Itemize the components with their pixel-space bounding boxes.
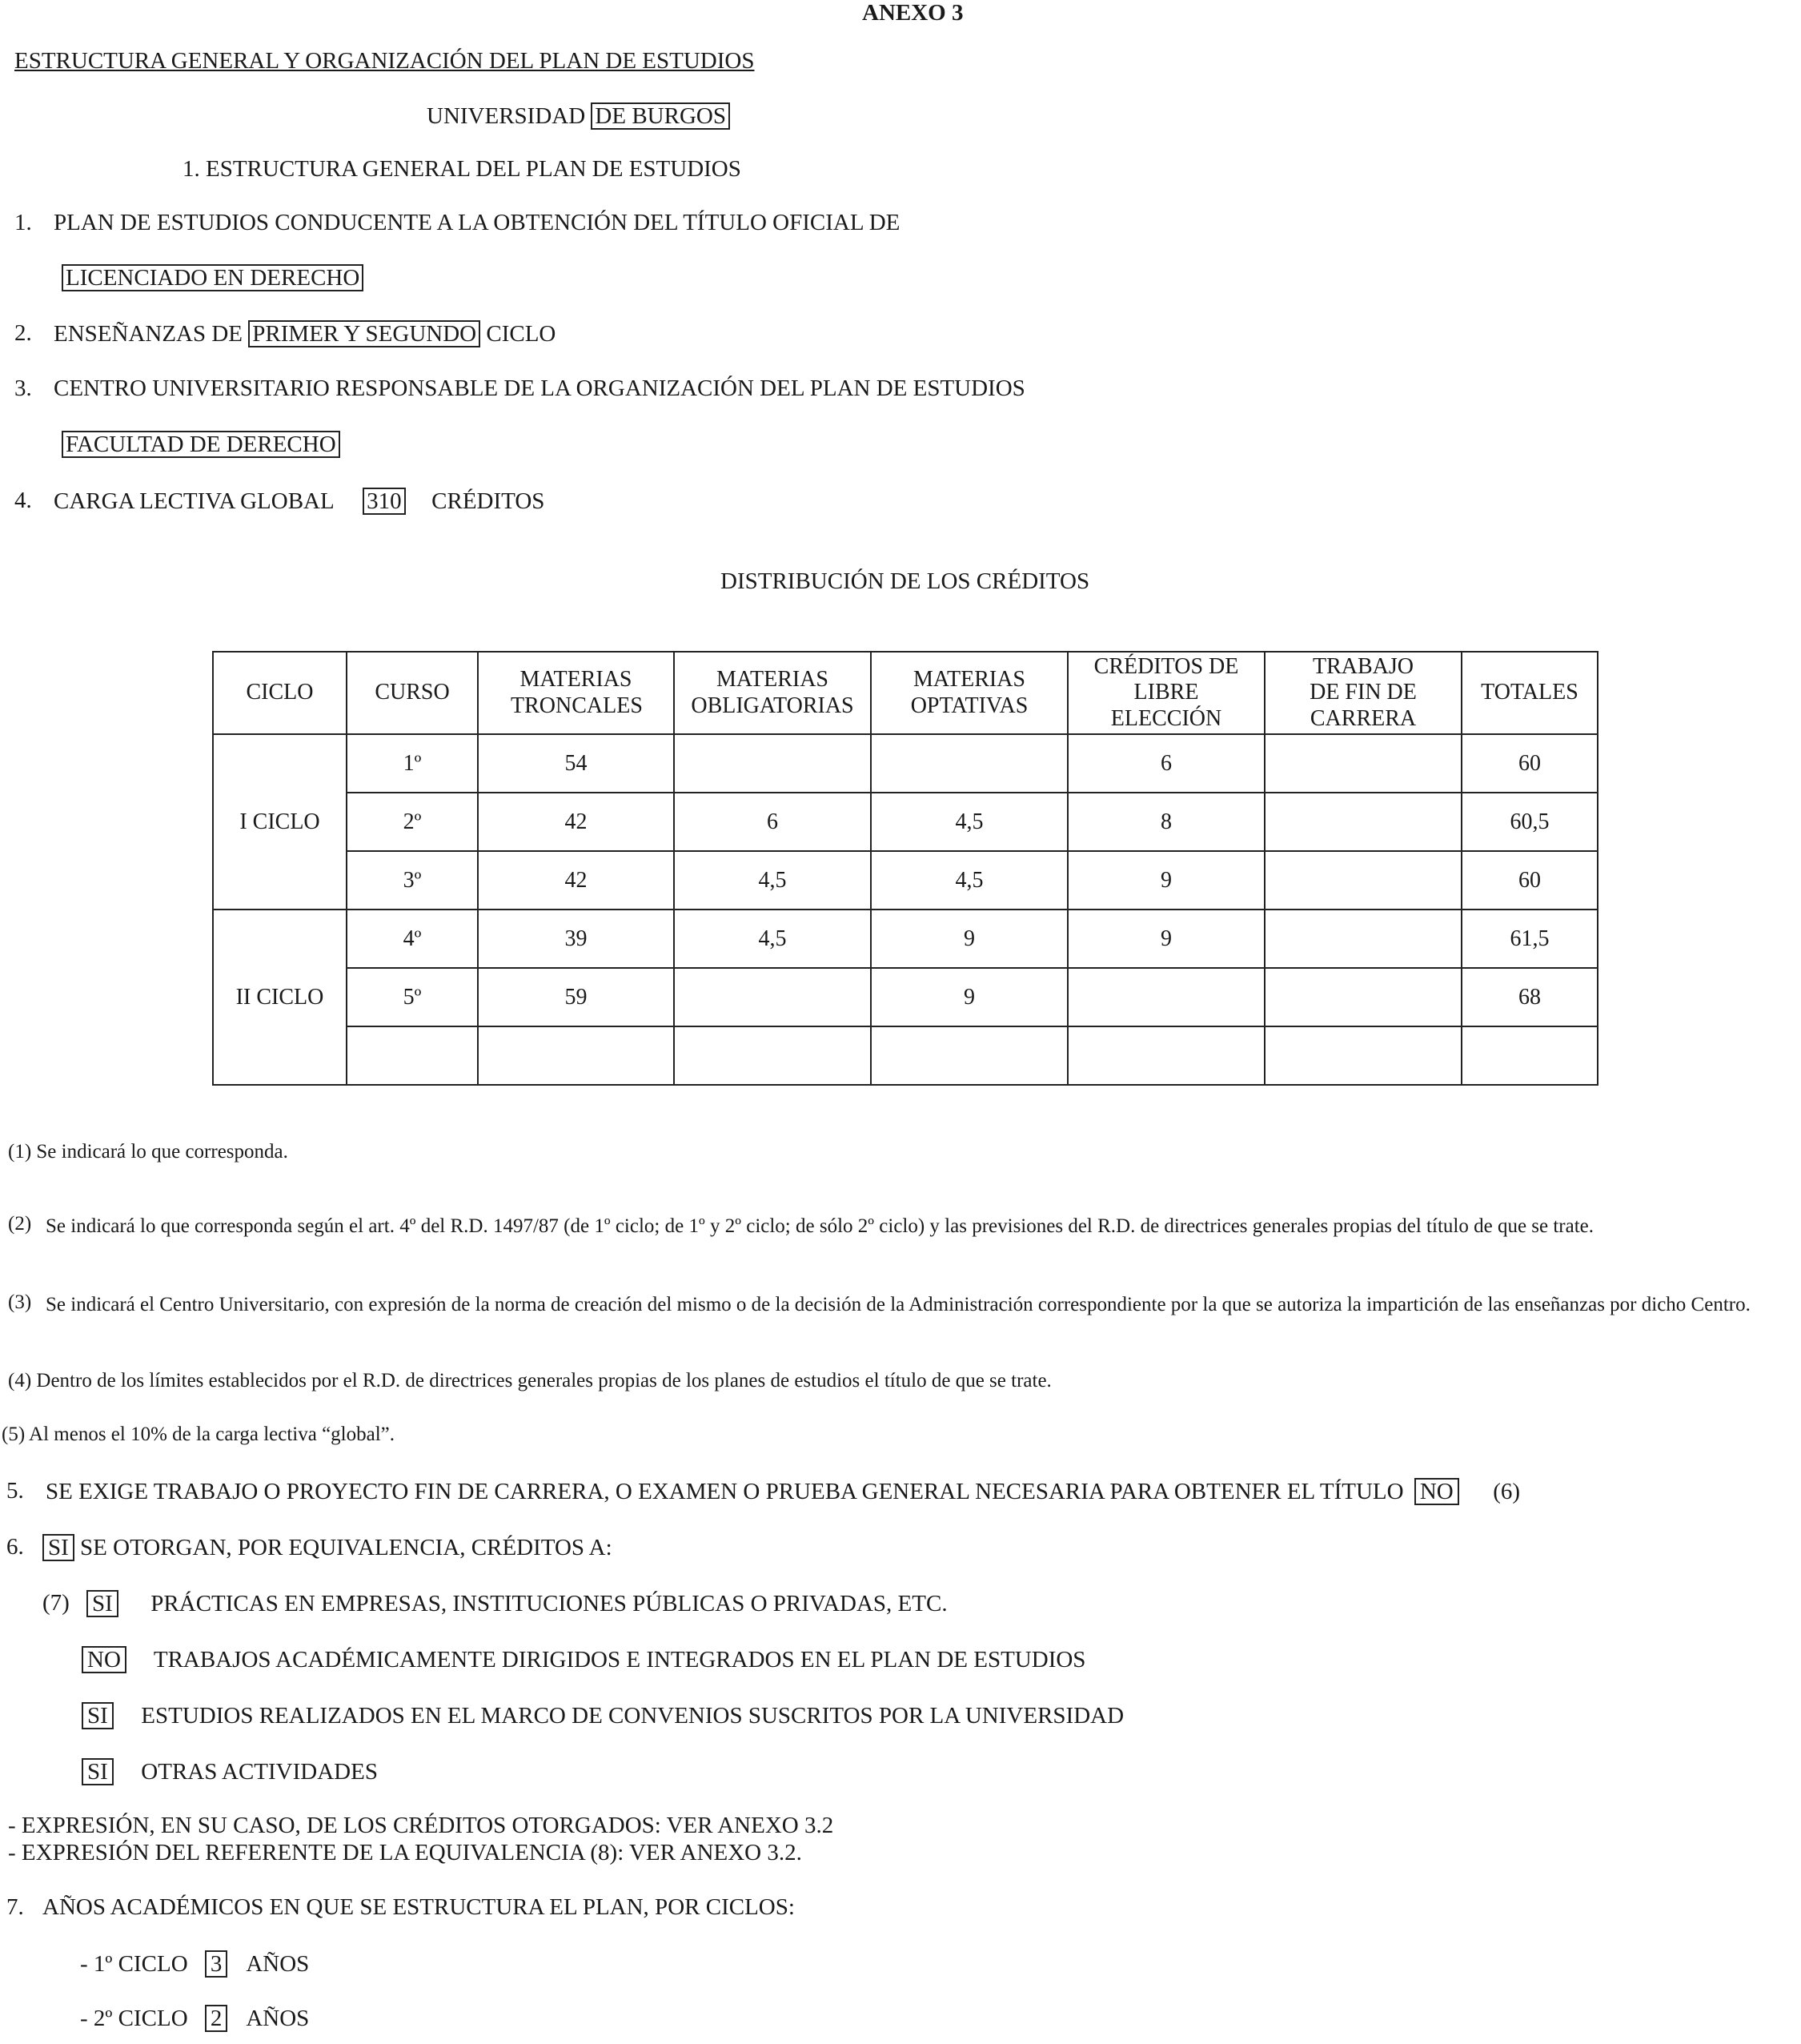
note-2: Se indicará lo que corresponda según el art. 4º del R.D. 1497/87 (de 1º ciclo; de 1º y 2º ciclo; de sólo 2º ciclo) y las previsiones del R.D. de directrices generales propias del título de que se trate. <box>46 1215 1594 1237</box>
item1-text: PLAN DE ESTUDIOS CONDUCENTE A LA OBTENCIÓN DEL TÍTULO OFICIAL DE <box>54 210 900 235</box>
section1-title: 1. ESTRUCTURA GENERAL DEL PLAN DE ESTUDIOS <box>183 156 741 182</box>
equivalence-4 <box>82 1758 378 1785</box>
main-title: ESTRUCTURA GENERAL Y ORGANIZACIÓN DEL PLAN DE ESTUDIOS <box>14 48 755 74</box>
header-totales: TOTALES <box>1462 652 1598 734</box>
header-obligatorias: MATERIAS OBLIGATORIAS <box>674 652 871 734</box>
equivalence-1-text: PRÁCTICAS EN EMPRESAS, INSTITUCIONES PÚBLICAS O PRIVADAS, ETC. <box>150 1591 948 1616</box>
trabajo-cell <box>1265 793 1462 851</box>
optativas-cell: 9 <box>871 910 1068 968</box>
trabajo-cell <box>1265 968 1462 1026</box>
item2-value-box: PRIMER Y SEGUNDO <box>248 320 480 347</box>
obligatorias-cell <box>674 968 871 1026</box>
item5-num: 5. <box>6 1478 24 1504</box>
item5-text: SE EXIGE TRABAJO O PROYECTO FIN DE CARRERA, O EXAMEN O PRUEBA GENERAL NECESARIA PARA OBTENER EL TÍTULO <box>46 1479 1404 1504</box>
troncales-cell: 39 <box>478 910 674 968</box>
note-3: Se indicará el Centro Universitario, con expresión de la norma de creación del mismo o de la decisión de la Administración correspondiente por la que se autoriza la impartición de las enseñanzas por dicho Centro. <box>46 1294 1751 1315</box>
troncales-cell: 54 <box>478 734 674 793</box>
item7-text: AÑOS ACADÉMICOS EN QUE SE ESTRUCTURA EL PLAN, POR CICLOS: <box>42 1894 795 1920</box>
distribution-title: DISTRIBUCIÓN DE LOS CRÉDITOS <box>720 568 1090 594</box>
header-optativas: MATERIAS OPTATIVAS <box>871 652 1068 734</box>
trabajo-cell <box>1265 734 1462 793</box>
equivalence-3-box: SI <box>82 1702 114 1729</box>
item2-line <box>54 320 556 347</box>
equivalence-2-text: TRABAJOS ACADÉMICAMENTE DIRIGIDOS E INTEGRADOS EN EL PLAN DE ESTUDIOS <box>153 1647 1086 1673</box>
optativas-cell: 4,5 <box>871 793 1068 851</box>
table-header-row <box>213 652 1598 734</box>
header-ciclo: CICLO <box>213 652 347 734</box>
cycle-1-years <box>80 1950 309 1978</box>
item5-value-box: NO <box>1414 1478 1459 1505</box>
table-row <box>213 793 1598 851</box>
note-3-num: (3) <box>8 1291 32 1313</box>
item2-pre: ENSEÑANZAS DE <box>54 321 243 347</box>
item4-post: CRÉDITOS <box>431 488 545 514</box>
item7-num: 7. <box>6 1894 24 1920</box>
equivalence-ref: (7) <box>42 1590 70 1616</box>
note-2-num: (2) <box>8 1213 32 1235</box>
header-trabajo-fin-carrera: TRABAJO DE FIN DE CARRERA <box>1265 652 1462 734</box>
optativas-cell <box>871 734 1068 793</box>
header-libre-eleccion: CRÉDITOS DE LIBRE ELECCIÓN <box>1068 652 1265 734</box>
totales-cell: 60 <box>1462 734 1598 793</box>
note-5: (5) Al menos el 10% de la carga lectiva “global”. <box>2 1424 395 1445</box>
curso-cell: 3º <box>347 851 478 910</box>
annex-label: ANEXO 3 <box>862 0 964 26</box>
item6-num: 6. <box>6 1534 24 1560</box>
equivalence-4-text: OTRAS ACTIVIDADES <box>141 1759 378 1785</box>
item1-value-box: LICENCIADO EN DERECHO <box>62 264 363 291</box>
cycle-2-years <box>80 2005 309 2032</box>
equivalence-4-box: SI <box>82 1758 114 1785</box>
cycle-2-unit: AÑOS <box>246 2006 310 2031</box>
libre-cell <box>1068 968 1265 1026</box>
totales-cell: 60,5 <box>1462 793 1598 851</box>
cycle-1-label: - 1º CICLO <box>80 1951 188 1977</box>
curso-cell: 2º <box>347 793 478 851</box>
item6-text: SE OTORGAN, POR EQUIVALENCIA, CRÉDITOS A: <box>80 1535 612 1560</box>
totales-cell: 61,5 <box>1462 910 1598 968</box>
ciclo-1-cell: I CICLO <box>213 734 347 910</box>
item4-value-box: 310 <box>363 488 406 515</box>
item5-ref: (6) <box>1493 1479 1521 1504</box>
item4-line <box>54 488 544 515</box>
item4-pre: CARGA LECTIVA GLOBAL <box>54 488 334 514</box>
item3-value-box: FACULTAD DE DERECHO <box>62 431 340 458</box>
item6-value-box: SI <box>42 1534 74 1561</box>
table-row-empty <box>213 1026 1598 1085</box>
table-row <box>213 910 1598 968</box>
cycle-1-value-box: 3 <box>205 1950 228 1978</box>
cycle-1-unit: AÑOS <box>246 1951 310 1977</box>
item3-num: 3. <box>14 375 32 401</box>
table-row <box>213 851 1598 910</box>
trabajo-cell <box>1265 910 1462 968</box>
equivalence-2 <box>82 1646 1085 1673</box>
obligatorias-cell <box>674 734 871 793</box>
table-row <box>213 734 1598 793</box>
libre-cell: 9 <box>1068 910 1265 968</box>
totales-cell: 68 <box>1462 968 1598 1026</box>
item6-line <box>42 1534 612 1561</box>
curso-cell: 5º <box>347 968 478 1026</box>
cycle-2-label: - 2º CICLO <box>80 2006 188 2031</box>
university-prefix: UNIVERSIDAD <box>427 103 586 129</box>
equivalence-1 <box>86 1590 948 1617</box>
obligatorias-cell: 6 <box>674 793 871 851</box>
cycle-2-value-box: 2 <box>205 2005 228 2032</box>
table-row <box>213 968 1598 1026</box>
curso-cell: 1º <box>347 734 478 793</box>
optativas-cell: 9 <box>871 968 1068 1026</box>
header-troncales: MATERIAS TRONCALES <box>478 652 674 734</box>
university-name-box: DE BURGOS <box>591 102 730 130</box>
troncales-cell: 42 <box>478 851 674 910</box>
libre-cell: 8 <box>1068 793 1265 851</box>
equivalence-2-box: NO <box>82 1646 126 1673</box>
curso-cell: 4º <box>347 910 478 968</box>
libre-cell: 9 <box>1068 851 1265 910</box>
item5-line <box>46 1478 1520 1505</box>
item1-num: 1. <box>14 210 32 235</box>
troncales-cell: 42 <box>478 793 674 851</box>
ciclo-2-cell: II CICLO <box>213 910 347 1085</box>
item3-text: CENTRO UNIVERSITARIO RESPONSABLE DE LA ORGANIZACIÓN DEL PLAN DE ESTUDIOS <box>54 375 1025 401</box>
expression-1: - EXPRESIÓN, EN SU CASO, DE LOS CRÉDITOS OTORGADOS: VER ANEXO 3.2 <box>8 1813 834 1838</box>
libre-cell: 6 <box>1068 734 1265 793</box>
item2-post: CICLO <box>486 321 556 347</box>
equivalence-3 <box>82 1702 1124 1729</box>
troncales-cell: 59 <box>478 968 674 1026</box>
credits-distribution-table <box>212 651 1598 1086</box>
item2-num: 2. <box>14 320 32 346</box>
equivalence-3-text: ESTUDIOS REALIZADOS EN EL MARCO DE CONVENIOS SUSCRITOS POR LA UNIVERSIDAD <box>141 1703 1125 1729</box>
obligatorias-cell: 4,5 <box>674 851 871 910</box>
obligatorias-cell: 4,5 <box>674 910 871 968</box>
note-1: (1) Se indicará lo que corresponda. <box>8 1141 288 1163</box>
optativas-cell: 4,5 <box>871 851 1068 910</box>
equivalence-1-box: SI <box>86 1590 118 1617</box>
totales-cell: 60 <box>1462 851 1598 910</box>
header-curso: CURSO <box>347 652 478 734</box>
item4-num: 4. <box>14 488 32 513</box>
university-line <box>427 102 730 130</box>
trabajo-cell <box>1265 851 1462 910</box>
expression-2: - EXPRESIÓN DEL REFERENTE DE LA EQUIVALENCIA (8): VER ANEXO 3.2. <box>8 1840 802 1865</box>
note-4: (4) Dentro de los límites establecidos por el R.D. de directrices generales propias de los planes de estudios el título de que se trate. <box>8 1370 1052 1391</box>
